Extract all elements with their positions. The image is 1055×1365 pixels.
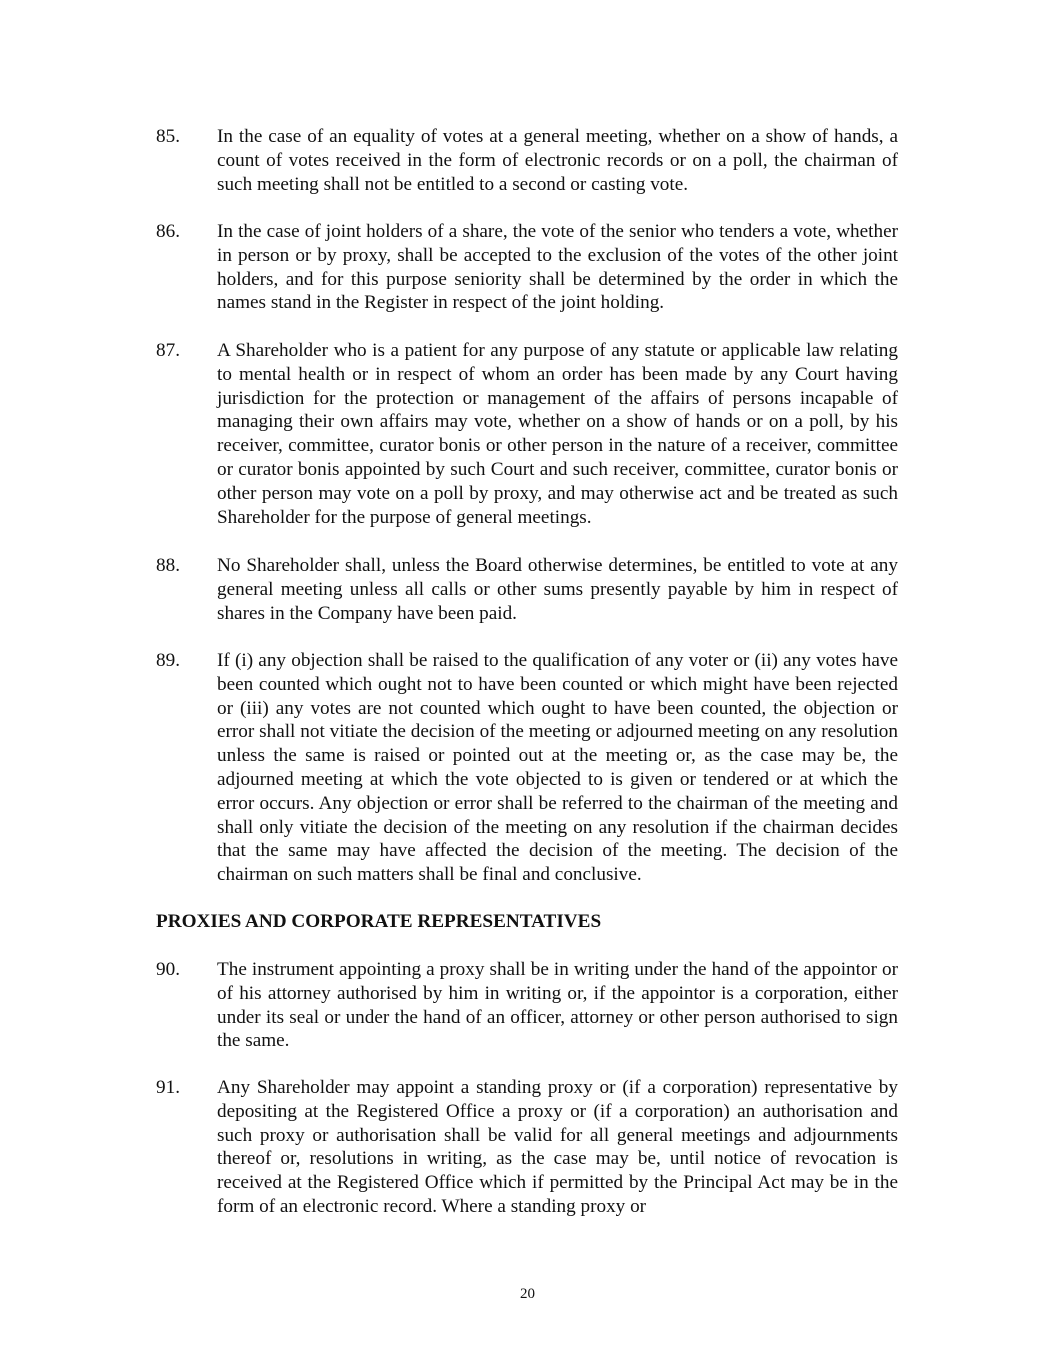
clause-text: A Shareholder who is a patient for any purpose of any statute or applicable law relating to mental health or in respect of whom an order has been made by any Court having jurisdiction for the protection or management of the affairs of persons incapable of managing their own affairs may vote, whether on a show of hands or on a poll, by his receiver, committee, curator bonis or other person in the nature of a receiver, committee or curator bonis appointed by such Court and such receiver, committee, curator bonis or other person may vote on a poll by proxy, and may otherwise act and be treated as such Shareholder for the purpose of general meetings. (217, 340, 898, 528)
clause-text: No Shareholder shall, unless the Board otherwise determines, be entitled to vote at any general meeting unless all calls or other sums presently payable by him in respect of shares in the Company have been paid. (217, 555, 898, 624)
clause-text: The instrument appointing a proxy shall be in writing under the hand of the appointor or of his attorney authorised by him in writing or, if the appointor is a corporation, either under its seal or under the hand of an officer, attorney or other person authorised to sign the same. (217, 959, 898, 1052)
section-heading: PROXIES AND CORPORATE REPRESENTATIVES (156, 911, 602, 932)
clause-text: Any Shareholder may appoint a standing proxy or (if a corporation) representative by depositing at the Registered Office a proxy or (if a corporation) an authorisation and such proxy or authorisation shall be valid for all general meetings and adjournments thereof or, resolutions in writing, as the case may be, until notice of revocation is received at the Registered Office which if permitted by the Principal Act may be in the form of an electronic record. Where a standing proxy or (217, 1077, 898, 1217)
clause-number: 89. (156, 650, 180, 671)
clause-86 (156, 220, 898, 315)
clause-text: If (i) any objection shall be raised to the qualification of any voter or (ii) any votes have been counted which ought not to have been counted or which might have been rejected or (iii) any votes are not counted which ought to have been counted, the objection or error shall not vitiate the decision of the meeting or adjourned meeting on any resolution unless the same is raised or pointed out at the meeting or, as the case may be, the adjourned meeting at which the vote objected to is given or tendered or at which the error occurs. Any objection or error shall be referred to the chairman of the meeting and shall only vitiate the decision of the meeting on any resolution if the chairman decides that the same may have affected the decision of the meeting. The decision of the chairman on such matters shall be final and conclusive. (217, 650, 898, 886)
clause-number: 91. (156, 1077, 180, 1098)
clause-text: In the case of an equality of votes at a general meeting, whether on a show of hands, a count of votes received in the form of electronic records or on a poll, the chairman of such meeting shall not be entitled to a second or casting vote. (217, 126, 898, 195)
clause-number: 90. (156, 959, 180, 980)
clause-88 (156, 554, 898, 625)
clause-91 (156, 1076, 898, 1219)
clause-number: 86. (156, 221, 180, 242)
clause-89 (156, 649, 898, 887)
clause-number: 85. (156, 126, 180, 147)
clause-85 (156, 125, 898, 196)
clause-text: In the case of joint holders of a share, the vote of the senior who tenders a vote, whether in person or by proxy, shall be accepted to the exclusion of the votes of the other joint holders, and for this purpose seniority shall be determined by the order in which the names stand in the Register in respect of the joint holding. (217, 221, 898, 314)
page-number: 20 (520, 1286, 535, 1302)
clause-number: 88. (156, 555, 180, 576)
clause-number: 87. (156, 340, 180, 361)
clause-90 (156, 958, 898, 1053)
clause-87 (156, 339, 898, 529)
